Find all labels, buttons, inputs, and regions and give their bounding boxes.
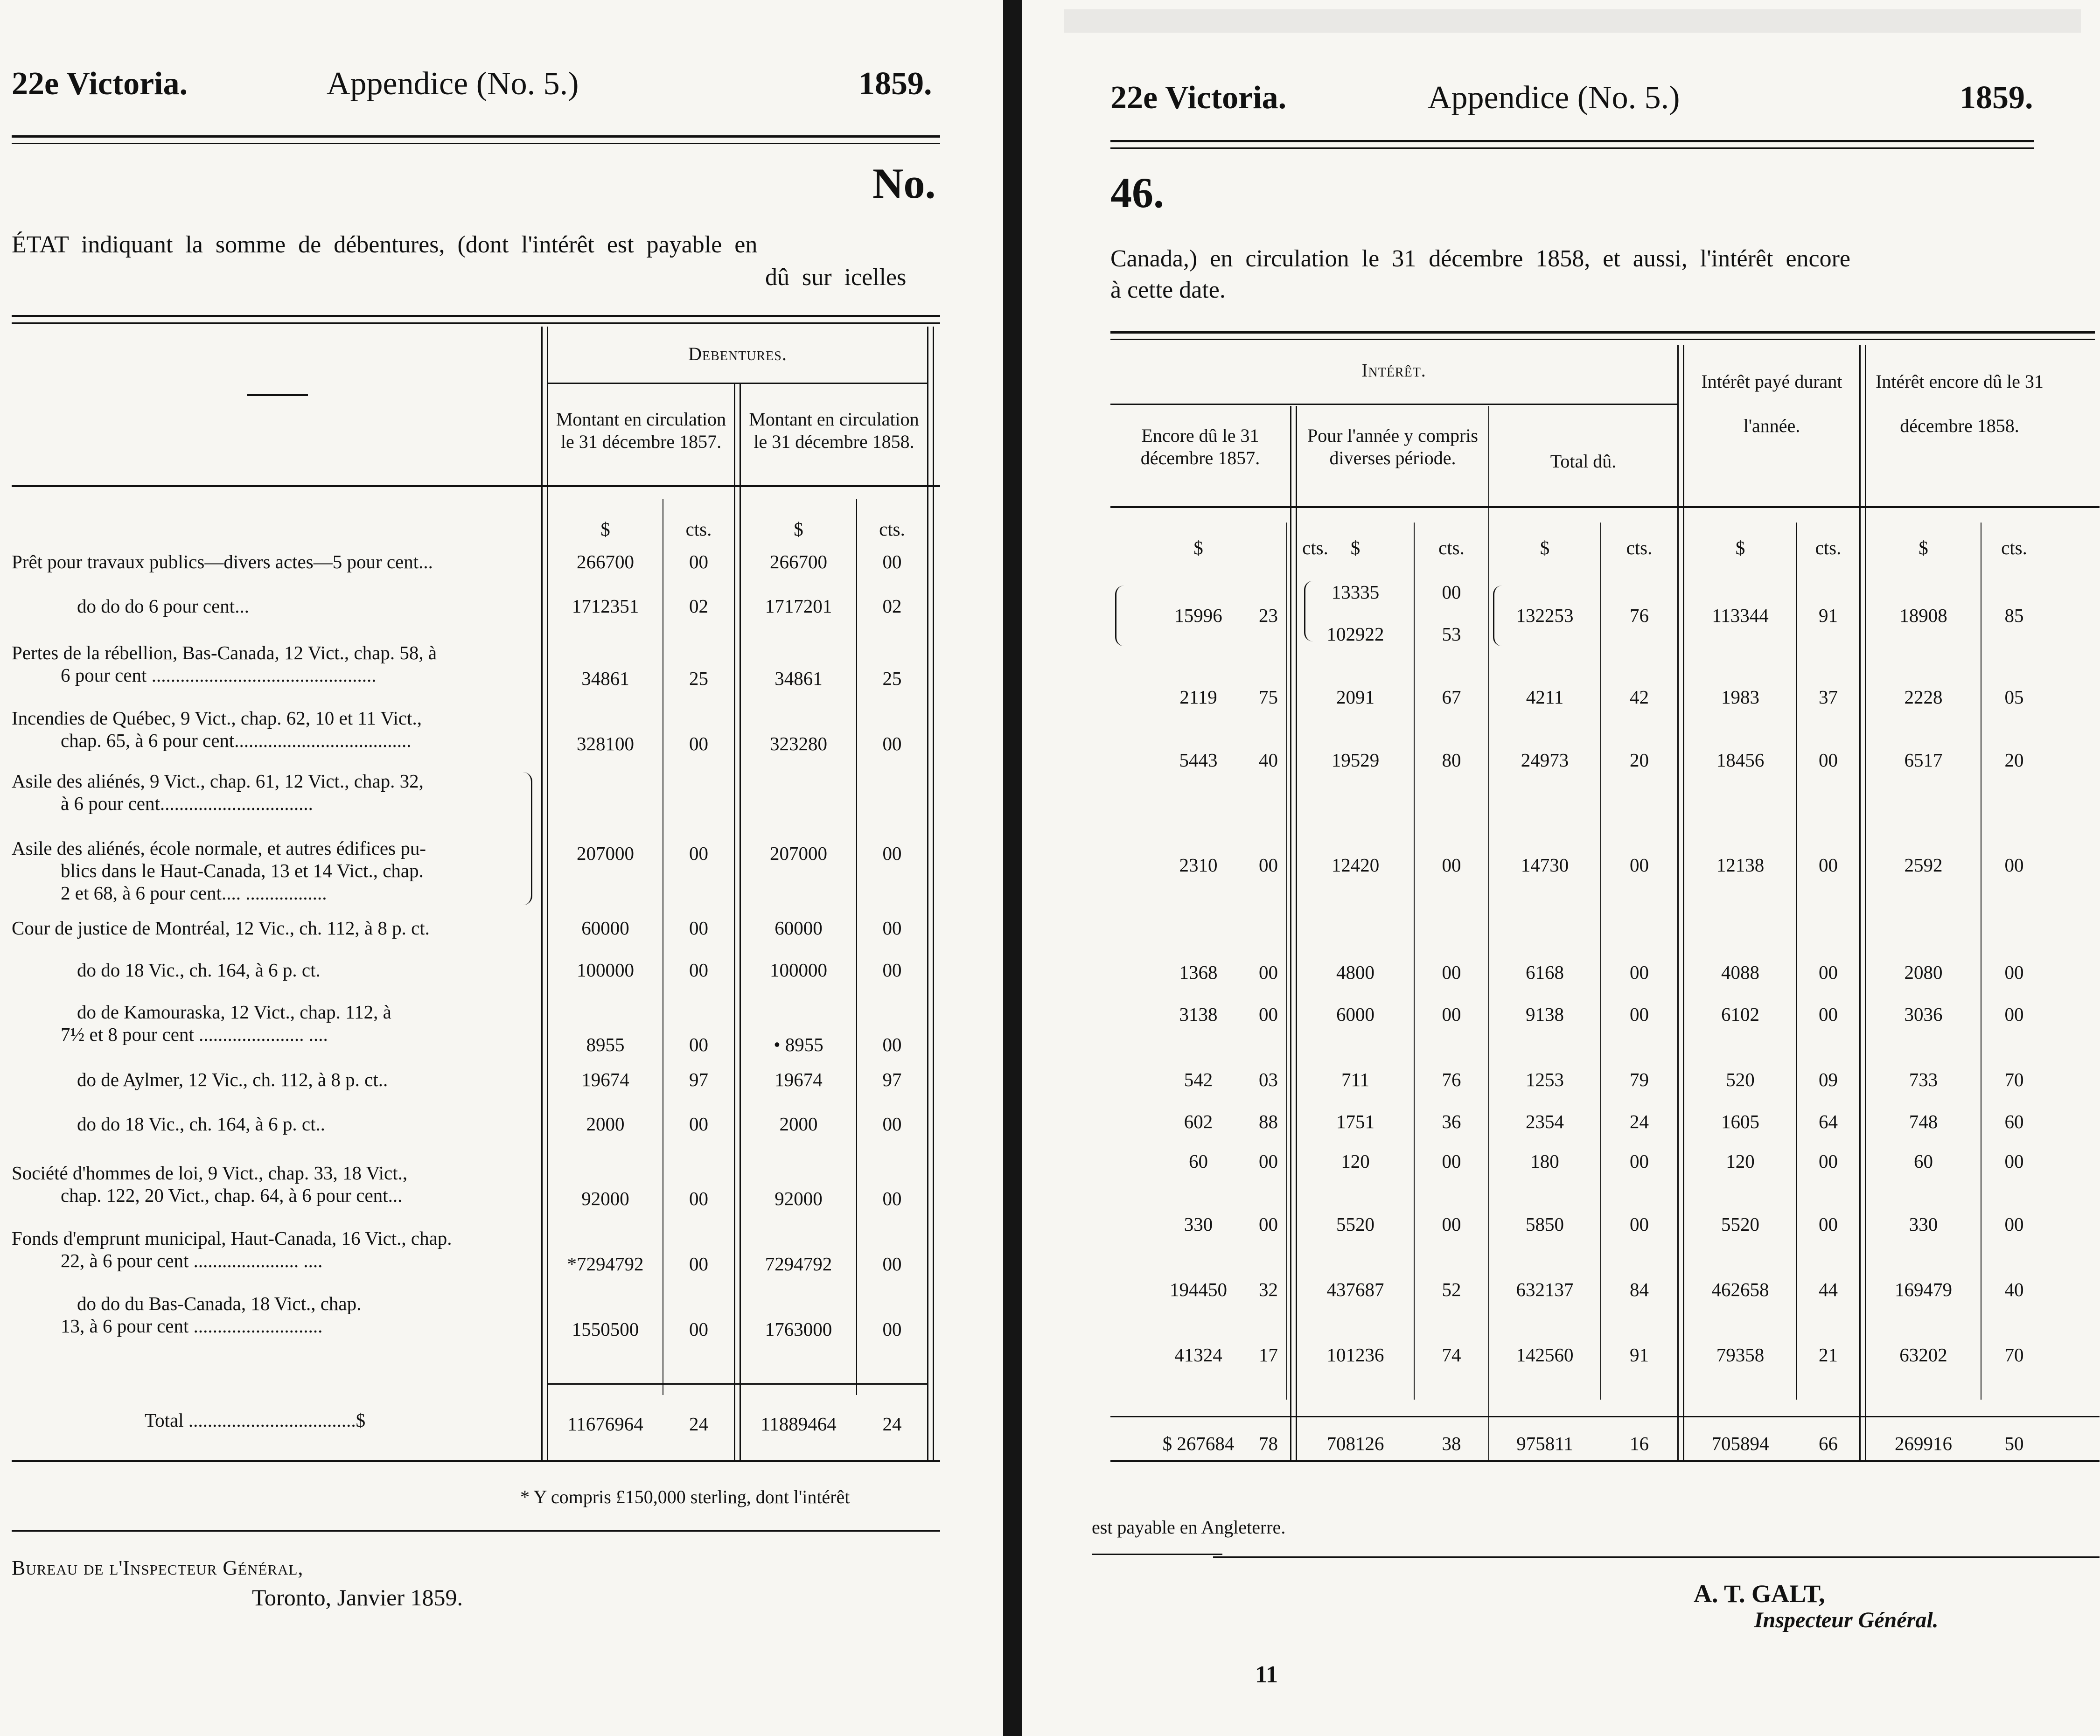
montant-1858: 1717201 [765, 595, 832, 617]
encore-du-1858-cts: 05 [2004, 686, 2024, 708]
total-du-cts: 00 [1630, 854, 1649, 876]
montant-1857: 60000 [581, 917, 629, 939]
montant-1858-cts: 00 [882, 959, 902, 981]
montant-1858-cts: 25 [882, 668, 902, 689]
montant-1858: 207000 [770, 843, 827, 864]
cts-label: cts. [1302, 537, 1328, 558]
montant-1858: • 8955 [774, 1034, 823, 1055]
encore-du-1857-cts: 00 [1259, 1150, 1278, 1172]
total-encore-du-1857: $ 267684 [1162, 1433, 1235, 1454]
total-du: 14730 [1521, 854, 1569, 876]
total-1858: 11889464 [760, 1413, 837, 1435]
montant-1857-cts: 02 [689, 595, 708, 617]
column-rule [927, 327, 928, 1460]
montant-1857: *7294792 [567, 1253, 644, 1275]
pour-annee: 4800 [1336, 962, 1374, 983]
header-rule [1110, 140, 2034, 149]
row-label: Asile des aliénés, école normale, et autres édifices pu- [12, 837, 426, 859]
row-label: à 6 pour cent................................ [61, 793, 313, 814]
encore-du-1858: 748 [1909, 1111, 1938, 1132]
montant-1857-cts: 00 [689, 843, 708, 864]
signature-name: A. T. GALT, [1694, 1580, 1825, 1608]
cts-label: cts. [685, 518, 712, 540]
montant-1857-cts: 25 [689, 668, 708, 689]
montant-1857-cts: 00 [689, 917, 708, 939]
column-rule [734, 383, 735, 1460]
montant-1858-cts: 00 [882, 1034, 902, 1055]
header-rule [12, 135, 940, 144]
column-rule [1296, 406, 1297, 1460]
pour-annee: 1751 [1336, 1111, 1374, 1132]
montant-1858-cts: 02 [882, 595, 902, 617]
montant-1857-cts: 97 [689, 1069, 708, 1090]
paye-durant: 6102 [1721, 1004, 1759, 1025]
montant-1858-cts: 00 [882, 843, 902, 864]
cts-label: cts. [1626, 537, 1653, 558]
encore-du-1858: 169479 [1895, 1279, 1952, 1300]
paye-durant-cts: 21 [1819, 1344, 1838, 1366]
row-label: Asile des aliénés, 9 Vict., chap. 61, 12 Vict., chap. 32, [12, 770, 424, 792]
header-session: 22e Victoria. [12, 66, 188, 102]
encore-du-1858: 18908 [1899, 605, 1947, 626]
document-number: No. [872, 160, 936, 207]
row-label: 6 pour cent ............................................... [61, 664, 377, 686]
montant-1857-heading: Montant en circulation le 31 décembre 1857. [556, 409, 726, 452]
row-label: chap. 122, 20 Vict., chap. 64, à 6 pour cent... [61, 1185, 403, 1206]
encore-du-1857: 60 [1189, 1150, 1208, 1172]
montant-1857-cts: 00 [689, 551, 708, 572]
pour-annee-cts: 67 [1442, 686, 1461, 708]
title-line-1: ÉTAT indiquant la somme de débentures, (dont l'intérêt est payable en [12, 231, 758, 258]
book-spine [1003, 0, 1022, 1736]
encore-du-1857-cts: 75 [1259, 686, 1278, 708]
office-line-1: Bureau de l'Inspecteur Général, [12, 1556, 304, 1579]
dollar-label: $ [600, 518, 610, 540]
total-du-cts: 24 [1630, 1111, 1649, 1132]
scan-noise [1064, 9, 2081, 33]
table-top-rule [1110, 331, 2095, 340]
montant-1857: 92000 [581, 1188, 629, 1209]
encore-du-1858-cts: 00 [2004, 1004, 2024, 1025]
montant-1857: 34861 [581, 668, 629, 689]
header-year: 1859. [1960, 80, 2033, 116]
montant-1858: 266700 [770, 551, 827, 572]
brace [523, 772, 532, 905]
paye-durant-cts: 00 [1819, 1004, 1838, 1025]
montant-1858: 1763000 [765, 1318, 832, 1340]
encore-du-1857-cts: 32 [1259, 1279, 1278, 1300]
paye-durant: 520 [1726, 1069, 1755, 1090]
paye-durant-cts: 00 [1819, 854, 1838, 876]
encore-du-1857-cts: 00 [1259, 854, 1278, 876]
encore-du-1858: 3036 [1904, 1004, 1943, 1025]
encore-du-1858-cts: 20 [2004, 749, 2024, 771]
pour-annee: 5520 [1336, 1213, 1374, 1235]
encore-du-1857-cts: 00 [1259, 962, 1278, 983]
paye-durant: 4088 [1721, 962, 1759, 983]
row-label: chap. 65, à 6 pour cent..................................... [61, 730, 412, 751]
total-du-cts: 42 [1630, 686, 1649, 708]
dollar-label: $ [1919, 537, 1928, 558]
cts-label: cts. [2001, 537, 2027, 558]
page-number: 11 [1255, 1661, 1278, 1688]
brace [1115, 586, 1124, 646]
total-du: 632137 [1516, 1279, 1574, 1300]
column-rule [1488, 406, 1489, 1460]
rule [1110, 404, 1677, 405]
total-du: 1253 [1526, 1069, 1564, 1090]
total-du-cts: 79 [1630, 1069, 1649, 1090]
total-encore-du-1857-cts: 78 [1259, 1433, 1278, 1454]
montant-1857-cts: 00 [689, 1253, 708, 1275]
rule [548, 383, 927, 384]
montant-1857: 100000 [577, 959, 634, 981]
cts-label: cts. [1438, 537, 1465, 558]
paye-durant: 18456 [1716, 749, 1765, 771]
encore-du-1857: 5443 [1179, 749, 1218, 771]
office-line-2: Toronto, Janvier 1859. [252, 1584, 463, 1611]
encore-du-1858-cts: 85 [2004, 605, 2024, 626]
total-du: 6168 [1526, 962, 1564, 983]
total-du: 142560 [1516, 1344, 1574, 1366]
encore-du-1858-cts: 70 [2004, 1344, 2024, 1366]
montant-1858: 100000 [770, 959, 827, 981]
total-du-cts: 84 [1630, 1279, 1649, 1300]
row-label: Cour de justice de Montréal, 12 Vic., ch. 112, à 8 p. ct. [12, 917, 430, 939]
paye-durant: 1605 [1721, 1111, 1759, 1132]
encore-du-1858: 330 [1909, 1213, 1938, 1235]
row-label: 7½ et 8 pour cent ...................... .... [61, 1024, 328, 1045]
row-label: do do do 6 pour cent... [77, 595, 249, 617]
stub-dash [247, 394, 308, 396]
title-line-3: Canada,) en circulation le 31 décembre 1858, et aussi, l'intérêt encore [1110, 245, 1850, 272]
header-appendix: Appendice (No. 5.) [1428, 80, 1680, 116]
encore-du-1858: 2080 [1904, 962, 1943, 983]
paye-durant: 5520 [1721, 1213, 1759, 1235]
title-line-4: à cette date. [1110, 277, 1226, 303]
rule [1110, 506, 2100, 508]
paye-durant-cts: 44 [1819, 1279, 1838, 1300]
total-du-cts: 00 [1630, 1213, 1649, 1235]
signature-title: Inspecteur Général. [1754, 1608, 1939, 1632]
encore-du-1857-cts: 00 [1259, 1213, 1278, 1235]
pour-annee: 12420 [1331, 854, 1380, 876]
rule [1092, 1554, 1222, 1555]
montant-1858-heading: Montant en circulation le 31 décembre 1858. [749, 409, 919, 452]
paye-durant-cts: 00 [1819, 749, 1838, 771]
pour-annee-cts: 36 [1442, 1111, 1461, 1132]
montant-1858-cts: 00 [882, 1113, 902, 1135]
paye-durant-cts: 37 [1819, 686, 1838, 708]
encore-du-1858-cts: 00 [2004, 962, 2024, 983]
paye-durant-heading: Intérêt payé durant l'année. [1701, 371, 1842, 436]
pour-annee-cts: 76 [1442, 1069, 1461, 1090]
montant-1857: 8955 [586, 1034, 625, 1055]
montant-1858-cts: 00 [882, 1318, 902, 1340]
paye-durant-cts: 91 [1819, 605, 1838, 626]
footnote-left: * Y compris £150,000 sterling, dont l'intérêt [520, 1486, 850, 1507]
dollar-label: $ [1193, 537, 1203, 558]
total-du-heading: Total dû. [1550, 451, 1617, 472]
row-label: 22, à 6 pour cent ...................... .... [61, 1250, 323, 1271]
row-label: do do 18 Vic., ch. 164, à 6 p. ct.. [77, 1113, 325, 1135]
footnote-right: est payable en Angleterre. [1092, 1517, 1286, 1538]
brace [1493, 586, 1502, 646]
montant-1857-cts: 00 [689, 733, 708, 754]
total-pour-annee: 708126 [1326, 1433, 1384, 1454]
encore-du-1858: 60 [1914, 1150, 1933, 1172]
paye-durant-cts: 09 [1819, 1069, 1838, 1090]
total-du-cts: 20 [1630, 749, 1649, 771]
rule [1110, 1416, 2100, 1417]
total-total-du: 975811 [1516, 1433, 1573, 1454]
encore-du-1858-cts: 40 [2004, 1279, 2024, 1300]
total-du: 180 [1530, 1150, 1559, 1172]
total-encore-du-1858: 269916 [1895, 1433, 1952, 1454]
pour-annee-cts: 80 [1442, 749, 1461, 771]
total-du: 4211 [1526, 686, 1564, 708]
montant-1857-cts: 00 [689, 1113, 708, 1135]
total-total-du-cts: 16 [1630, 1433, 1649, 1454]
paye-durant-cts: 00 [1819, 1150, 1838, 1172]
encore-du-1857: 41324 [1174, 1344, 1222, 1366]
montant-1857-cts: 00 [689, 1318, 708, 1340]
dollar-label: $ [1350, 537, 1360, 558]
cts-label: cts. [879, 518, 905, 540]
total-du: 5850 [1526, 1213, 1564, 1235]
rule [548, 1383, 927, 1385]
row-label: Société d'hommes de loi, 9 Vict., chap. 33, 18 Vict., [12, 1162, 408, 1184]
total-du-cts: 76 [1630, 605, 1649, 626]
rule [12, 1530, 940, 1532]
table-top-rule [12, 315, 940, 324]
montant-1857-cts: 00 [689, 1188, 708, 1209]
pour-annee: 711 [1341, 1069, 1369, 1090]
paye-durant: 462658 [1711, 1279, 1769, 1300]
montant-1858: 92000 [774, 1188, 823, 1209]
encore-du-1858: 733 [1909, 1069, 1938, 1090]
dollar-label: $ [794, 518, 803, 540]
montant-1857: 1712351 [572, 595, 639, 617]
encore-du-1858-heading: Intérêt encore dû le 31 décembre 1858. [1876, 371, 2044, 436]
total-paye-durant: 705894 [1711, 1433, 1769, 1454]
row-label: do de Kamouraska, 12 Vict., chap. 112, à [77, 1001, 391, 1023]
montant-1857: 19674 [581, 1069, 629, 1090]
montant-1858: 323280 [770, 733, 827, 754]
column-rule [1286, 523, 1287, 1400]
row-label: Fonds d'emprunt municipal, Haut-Canada, 16 Vict., chap. [12, 1227, 452, 1249]
row-label: 13, à 6 pour cent ........................... [61, 1315, 323, 1337]
total-1858-cts: 24 [882, 1413, 902, 1435]
encore-du-1857: 1368 [1179, 962, 1218, 983]
rule [12, 1460, 940, 1462]
montant-1858-cts: 97 [882, 1069, 902, 1090]
encore-du-1857-cts: 17 [1259, 1344, 1278, 1366]
paye-durant-cts: 64 [1819, 1111, 1838, 1132]
encore-du-1858-cts: 00 [2004, 854, 2024, 876]
montant-1857-cts: 00 [689, 959, 708, 981]
total-du-cts: 00 [1630, 1004, 1649, 1025]
pour-annee: 2091 [1336, 686, 1374, 708]
total-pour-annee-cts: 38 [1442, 1433, 1461, 1454]
right-page [1045, 0, 2100, 1736]
row-label: do do du Bas-Canada, 18 Vict., chap. [77, 1293, 362, 1314]
brace [1304, 581, 1313, 641]
row-label: 2 et 68, à 6 pour cent.... ................. [61, 882, 327, 904]
montant-1858-cts: 00 [882, 733, 902, 754]
column-rule [933, 327, 934, 1460]
encore-du-1857: 15996 [1174, 605, 1222, 626]
row-label: do do 18 Vic., ch. 164, à 6 p. ct. [77, 959, 321, 981]
row-label: Prêt pour travaux publics—divers actes—5 pour cent... [12, 551, 433, 572]
rule [1213, 1556, 2100, 1558]
encore-du-1857-cts: 88 [1259, 1111, 1278, 1132]
row-label: Pertes de la rébellion, Bas-Canada, 12 Vict., chap. 58, à [12, 642, 437, 663]
montant-1858-cts: 00 [882, 1253, 902, 1275]
document-number: 46. [1110, 169, 1164, 216]
column-rule [1859, 345, 1861, 1460]
encore-du-1857: 542 [1184, 1069, 1213, 1090]
column-rule [1290, 406, 1291, 1460]
column-rule [547, 327, 548, 1460]
encore-du-1857: 602 [1184, 1111, 1213, 1132]
total-du: 132253 [1516, 605, 1574, 626]
encore-du-1857-heading: Encore dû le 31 décembre 1857. [1140, 425, 1260, 468]
pour-annee: 101236 [1326, 1344, 1384, 1366]
encore-du-1858: 63202 [1899, 1344, 1947, 1366]
row-label: do de Aylmer, 12 Vic., ch. 112, à 8 p. ct.. [77, 1069, 388, 1090]
header-appendix: Appendice (No. 5.) [327, 66, 579, 102]
rule [12, 485, 940, 487]
encore-du-1858-cts: 00 [2004, 1213, 2024, 1235]
row-label: blics dans le Haut-Canada, 13 et 14 Vict., chap. [61, 860, 424, 881]
encore-du-1857: 194450 [1170, 1279, 1227, 1300]
pour-annee: 19529 [1331, 749, 1380, 771]
pour-annee-cts: 00 [1442, 1150, 1461, 1172]
montant-1858-cts: 00 [882, 917, 902, 939]
total-du-cts: 00 [1630, 962, 1649, 983]
pour-annee-cts: 74 [1442, 1344, 1461, 1366]
pour-annee-cts: 00 [1442, 1004, 1461, 1025]
encore-du-1858: 6517 [1904, 749, 1943, 771]
pour-annee-cts: 53 [1442, 623, 1461, 645]
total-du: 24973 [1521, 749, 1569, 771]
paye-durant: 79358 [1716, 1344, 1765, 1366]
encore-du-1858: 2592 [1904, 854, 1943, 876]
rule [1110, 1460, 2100, 1462]
total-label: Total ...................................$ [145, 1409, 366, 1431]
pour-annee-cts: 00 [1442, 1213, 1461, 1235]
montant-1858: 34861 [774, 668, 823, 689]
montant-1857: 207000 [577, 843, 634, 864]
paye-durant: 120 [1726, 1150, 1755, 1172]
montant-1858: 7294792 [765, 1253, 832, 1275]
cts-label: cts. [1815, 537, 1842, 558]
encore-du-1857: 3138 [1179, 1004, 1218, 1025]
encore-du-1857: 2310 [1179, 854, 1218, 876]
total-1857-cts: 24 [689, 1413, 708, 1435]
column-rule [1677, 345, 1679, 1460]
encore-du-1857: 2119 [1179, 686, 1217, 708]
montant-1857: 266700 [577, 551, 634, 572]
debentures-heading: Debentures. [688, 343, 787, 364]
paye-durant: 113344 [1712, 605, 1769, 626]
pour-annee: 437687 [1326, 1279, 1384, 1300]
montant-1857: 2000 [586, 1113, 625, 1135]
row-label: Incendies de Québec, 9 Vict., chap. 62, 10 et 11 Vict., [12, 707, 422, 729]
dollar-label: $ [1735, 537, 1745, 558]
montant-1858: 60000 [774, 917, 823, 939]
pour-annee: 6000 [1336, 1004, 1374, 1025]
montant-1857: 1550500 [572, 1318, 639, 1340]
encore-du-1858-cts: 00 [2004, 1150, 2024, 1172]
pour-annee: 13335 [1331, 581, 1380, 603]
pour-annee: 102922 [1326, 623, 1384, 645]
pour-annee-cts: 00 [1442, 962, 1461, 983]
encore-du-1857-cts: 00 [1259, 1004, 1278, 1025]
pour-annee-cts: 00 [1442, 854, 1461, 876]
encore-du-1858: 2228 [1904, 686, 1943, 708]
encore-du-1857-cts: 23 [1259, 605, 1278, 626]
column-rule [541, 327, 543, 1460]
total-du: 2354 [1526, 1111, 1564, 1132]
title-line-2: dû sur icelles [765, 264, 907, 291]
pour-annee-cts: 00 [1442, 581, 1461, 603]
total-du-cts: 91 [1630, 1344, 1649, 1366]
total-1857: 11676964 [567, 1413, 643, 1435]
montant-1858: 19674 [774, 1069, 823, 1090]
interet-heading: Intérêt. [1361, 360, 1426, 381]
header-year: 1859. [858, 66, 932, 102]
encore-du-1857-cts: 40 [1259, 749, 1278, 771]
total-du: 9138 [1526, 1004, 1564, 1025]
encore-du-1858-cts: 60 [2004, 1111, 2024, 1132]
total-du-cts: 00 [1630, 1150, 1649, 1172]
encore-du-1857: 330 [1184, 1213, 1213, 1235]
montant-1857-cts: 00 [689, 1034, 708, 1055]
paye-durant: 12138 [1716, 854, 1765, 876]
paye-durant-cts: 00 [1819, 962, 1838, 983]
pour-annee-cts: 52 [1442, 1279, 1461, 1300]
montant-1858: 2000 [779, 1113, 818, 1135]
encore-du-1857-cts: 03 [1259, 1069, 1278, 1090]
header-session: 22e Victoria. [1110, 80, 1287, 116]
montant-1857: 328100 [577, 733, 634, 754]
paye-durant-cts: 00 [1819, 1213, 1838, 1235]
total-encore-du-1858-cts: 50 [2004, 1433, 2024, 1454]
montant-1858-cts: 00 [882, 1188, 902, 1209]
total-paye-durant-cts: 66 [1819, 1433, 1838, 1454]
encore-du-1858-cts: 70 [2004, 1069, 2024, 1090]
pour-annee: 120 [1341, 1150, 1370, 1172]
dollar-label: $ [1540, 537, 1550, 558]
paye-durant: 1983 [1721, 686, 1759, 708]
left-page [0, 0, 998, 1736]
montant-1858-cts: 00 [882, 551, 902, 572]
pour-annee-heading: Pour l'année y compris diverses période. [1307, 425, 1478, 468]
